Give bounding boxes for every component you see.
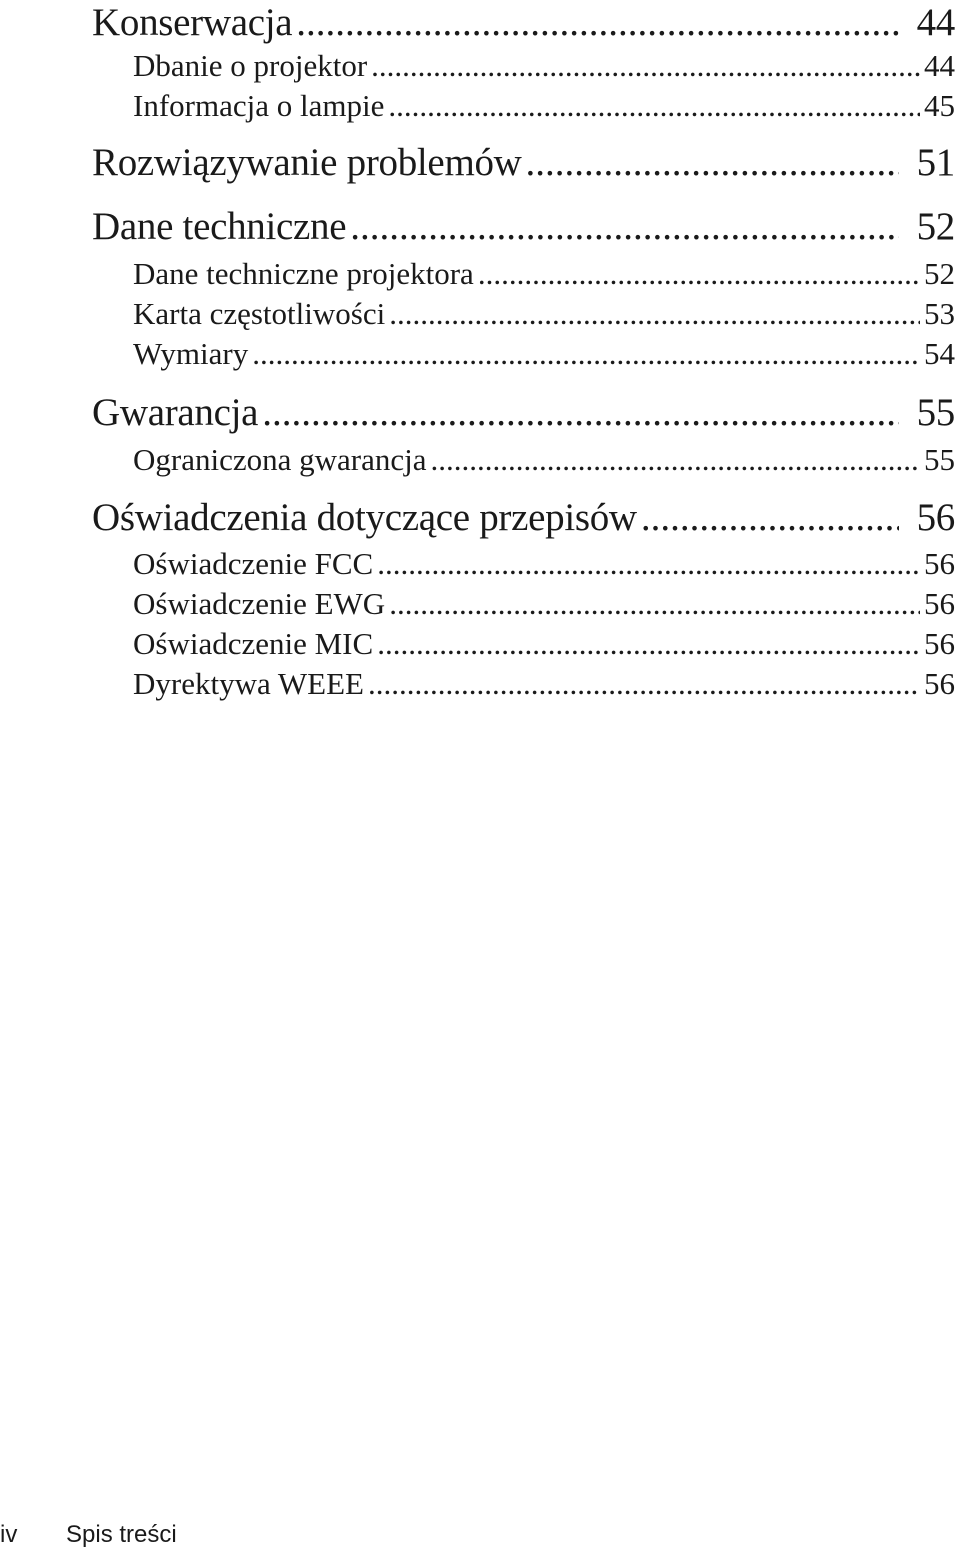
- toc-entry-page: 44: [924, 48, 955, 83]
- toc-entry-page: 51: [916, 141, 955, 184]
- toc-entry-title: Dbanie o projektor: [133, 48, 368, 83]
- toc-entry-title: Oświadczenia dotyczące przepisów: [92, 496, 637, 539]
- toc-entry-title: Informacja o lampie: [133, 88, 385, 123]
- dot-leader: [389, 586, 920, 622]
- toc-entry-dyrektywa-weee[interactable]: [133, 666, 955, 702]
- toc-entry-title: Oświadczenie FCC: [133, 546, 374, 581]
- dot-leader: [377, 626, 920, 662]
- toc-entry-title: Wymiary: [133, 336, 249, 371]
- toc-entry-page: 56: [924, 546, 955, 581]
- dot-leader: [526, 140, 899, 185]
- toc-entry-page: 45: [924, 88, 955, 123]
- toc-entry-title: Konserwacja: [92, 1, 293, 44]
- toc-entry-page: 56: [924, 586, 955, 621]
- toc-entry-title: Ograniczona gwarancja: [133, 442, 427, 477]
- toc-entry-dbanie-o-projektor[interactable]: [133, 48, 955, 84]
- dot-leader: [388, 88, 920, 124]
- toc-entry-title: Dane techniczne projektora: [133, 256, 474, 291]
- dot-leader: [430, 442, 920, 478]
- toc-entry-title: Oświadczenie MIC: [133, 626, 374, 661]
- dot-leader: [641, 495, 899, 540]
- toc-entry-dane-techniczne-projektora[interactable]: [133, 256, 955, 292]
- toc-entry-title: Dane techniczne: [92, 205, 347, 248]
- footer-page-number: iv: [0, 1521, 18, 1548]
- toc-entry-title: Karta częstotliwości: [133, 296, 386, 331]
- dot-leader: [377, 546, 920, 582]
- dot-leader: [389, 296, 920, 332]
- footer-section-title: Spis treści: [66, 1521, 177, 1548]
- toc-entry-ograniczona-gwarancja[interactable]: [133, 442, 955, 478]
- dot-leader: [478, 256, 920, 292]
- toc-entry-oswiadczenia-dotyczace-przepisow[interactable]: [92, 495, 955, 540]
- toc-entry-page: 53: [924, 296, 955, 331]
- toc-entry-page: 56: [916, 496, 955, 539]
- toc-entry-title: Gwarancja: [92, 391, 259, 434]
- toc-entry-page: 55: [924, 442, 955, 477]
- toc-entry-karta-czestotliwosci[interactable]: [133, 296, 955, 332]
- toc-entry-title: Oświadczenie EWG: [133, 586, 386, 621]
- toc-entry-oswiadczenie-ewg[interactable]: [133, 586, 955, 622]
- toc-entry-page: 52: [924, 256, 955, 291]
- dot-leader: [252, 336, 920, 372]
- dot-leader: [262, 390, 898, 435]
- dot-leader: [350, 204, 898, 249]
- toc-entry-page: 55: [916, 391, 955, 434]
- toc-entry-page: 56: [924, 626, 955, 661]
- toc-entry-gwarancja[interactable]: [92, 390, 955, 435]
- toc-entry-page: 52: [916, 205, 955, 248]
- toc-entry-wymiary[interactable]: [133, 336, 955, 372]
- toc-entry-konserwacja[interactable]: [92, 0, 955, 45]
- toc-entry-page: 54: [924, 336, 955, 371]
- dot-leader: [296, 0, 898, 45]
- toc-entry-dane-techniczne[interactable]: [92, 204, 955, 249]
- toc-entry-title: Rozwiązywanie problemów: [92, 141, 522, 184]
- dot-leader: [368, 666, 920, 702]
- toc-entry-oswiadczenie-mic[interactable]: [133, 626, 955, 662]
- toc-entry-page: 56: [924, 666, 955, 701]
- toc-entry-informacja-o-lampie[interactable]: [133, 88, 955, 124]
- toc-entry-title: Dyrektywa WEEE: [133, 666, 364, 701]
- toc-entry-rozwiazywanie-problemow[interactable]: [92, 140, 955, 185]
- toc-entry-oswiadczenie-fcc[interactable]: [133, 546, 955, 582]
- dot-leader: [371, 48, 920, 84]
- toc-entry-page: 44: [916, 1, 955, 44]
